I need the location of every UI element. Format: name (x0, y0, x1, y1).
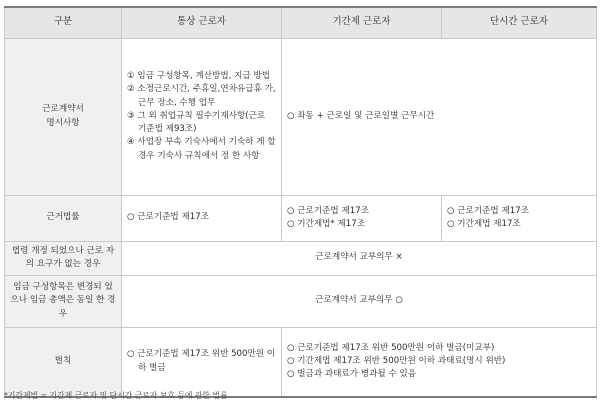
table-row-contract-items (5, 38, 597, 195)
header-part-time-worker: 단시간 근로자 (442, 7, 597, 38)
list-item: ○ 근로기준법 제17조 (287, 205, 370, 216)
row-label-contract-items (5, 38, 122, 195)
cell-part-time-legal-basis (442, 195, 597, 241)
table-row-legal-basis (5, 195, 597, 241)
list-item: ① 임금 구성항목, 계산방법, 지급 방법 (127, 70, 271, 81)
row-label-law-amended: 법령 개정 되었으나 근로 자의 요구가 없는 경우 (5, 241, 122, 275)
list-item: ○ 근로기준법 제17조 (127, 212, 210, 223)
row-label-wage-items-changed: 임금 구성항목은 변경되 었으나 임금 총액은 동일 한 경우 (5, 275, 122, 327)
cell-regular-contract-items (122, 38, 282, 195)
list-item: ○ 근로기준법 제17조 위반 500만원 이하 벌금 (127, 349, 276, 373)
list-item: ○ 기간제법 제17조 (447, 219, 521, 229)
labor-contract-table (4, 6, 597, 398)
table-row-law-amended (5, 241, 597, 275)
footnote: *기간제법 = 기간제 근로자 및 단시간 근로자 보호 등에 관한 법률 (4, 391, 228, 400)
row-label-penalty: 벌칙 (5, 327, 122, 397)
list-item: ○ 기간제법* 제17조 (287, 219, 366, 229)
list-item: ② 소정근로시간, 주휴일,연차유급휴 가, 근무 장소, 수행 업무 (127, 84, 276, 108)
list-item: ④ 사업장 부속 기숙사에서 기숙하 게 할 경우 기숙사 규칙에서 정 한 사항 (127, 137, 276, 161)
list-item: ○ 기간제법 제17조 위반 500만원 이하 과태료(명시 위반) (287, 356, 506, 367)
list-item: ○ 근로기준법 제17조 (447, 205, 530, 216)
cell-fixed-part-time-contract-items (282, 38, 597, 195)
header-fixed-term-worker: 기간제 근로자 (282, 7, 442, 38)
table-row-penalty (5, 327, 597, 397)
header-category: 구분 (5, 7, 122, 38)
header-regular-worker: 통상 근로자 (122, 7, 282, 38)
table-header-row (5, 7, 597, 38)
row-label-legal-basis: 근거법률 (5, 195, 122, 241)
cell-fixed-term-legal-basis (282, 195, 442, 241)
cell-regular-penalty (122, 327, 282, 397)
table-row-wage-items-changed (5, 275, 597, 327)
list-item: ③ 그 외 취업규칙 필수기재사항(근로 기준법 제93조) (127, 110, 266, 135)
cell-wage-items-changed-duty: 근로계약서 교부의무 ○ (122, 275, 597, 327)
contract-items-list (127, 70, 276, 163)
row-label-text: 근로계약서 명시사항 (42, 104, 84, 128)
list-item: ○ 벌금과 과태료가 병과될 수 있음 (287, 369, 417, 380)
list-item: ○ 근로기준법 제17조 위반 500만원 이하 벌금(미교부) (287, 342, 495, 353)
cell-regular-legal-basis (122, 195, 282, 241)
cell-law-amended-duty: 근로계약서 교부의무 × (122, 241, 597, 275)
merged-cell-text: ○ 좌동 + 근로일 및 근로일별 근무시간 (287, 110, 435, 121)
cell-fixed-part-time-penalty (282, 327, 597, 397)
